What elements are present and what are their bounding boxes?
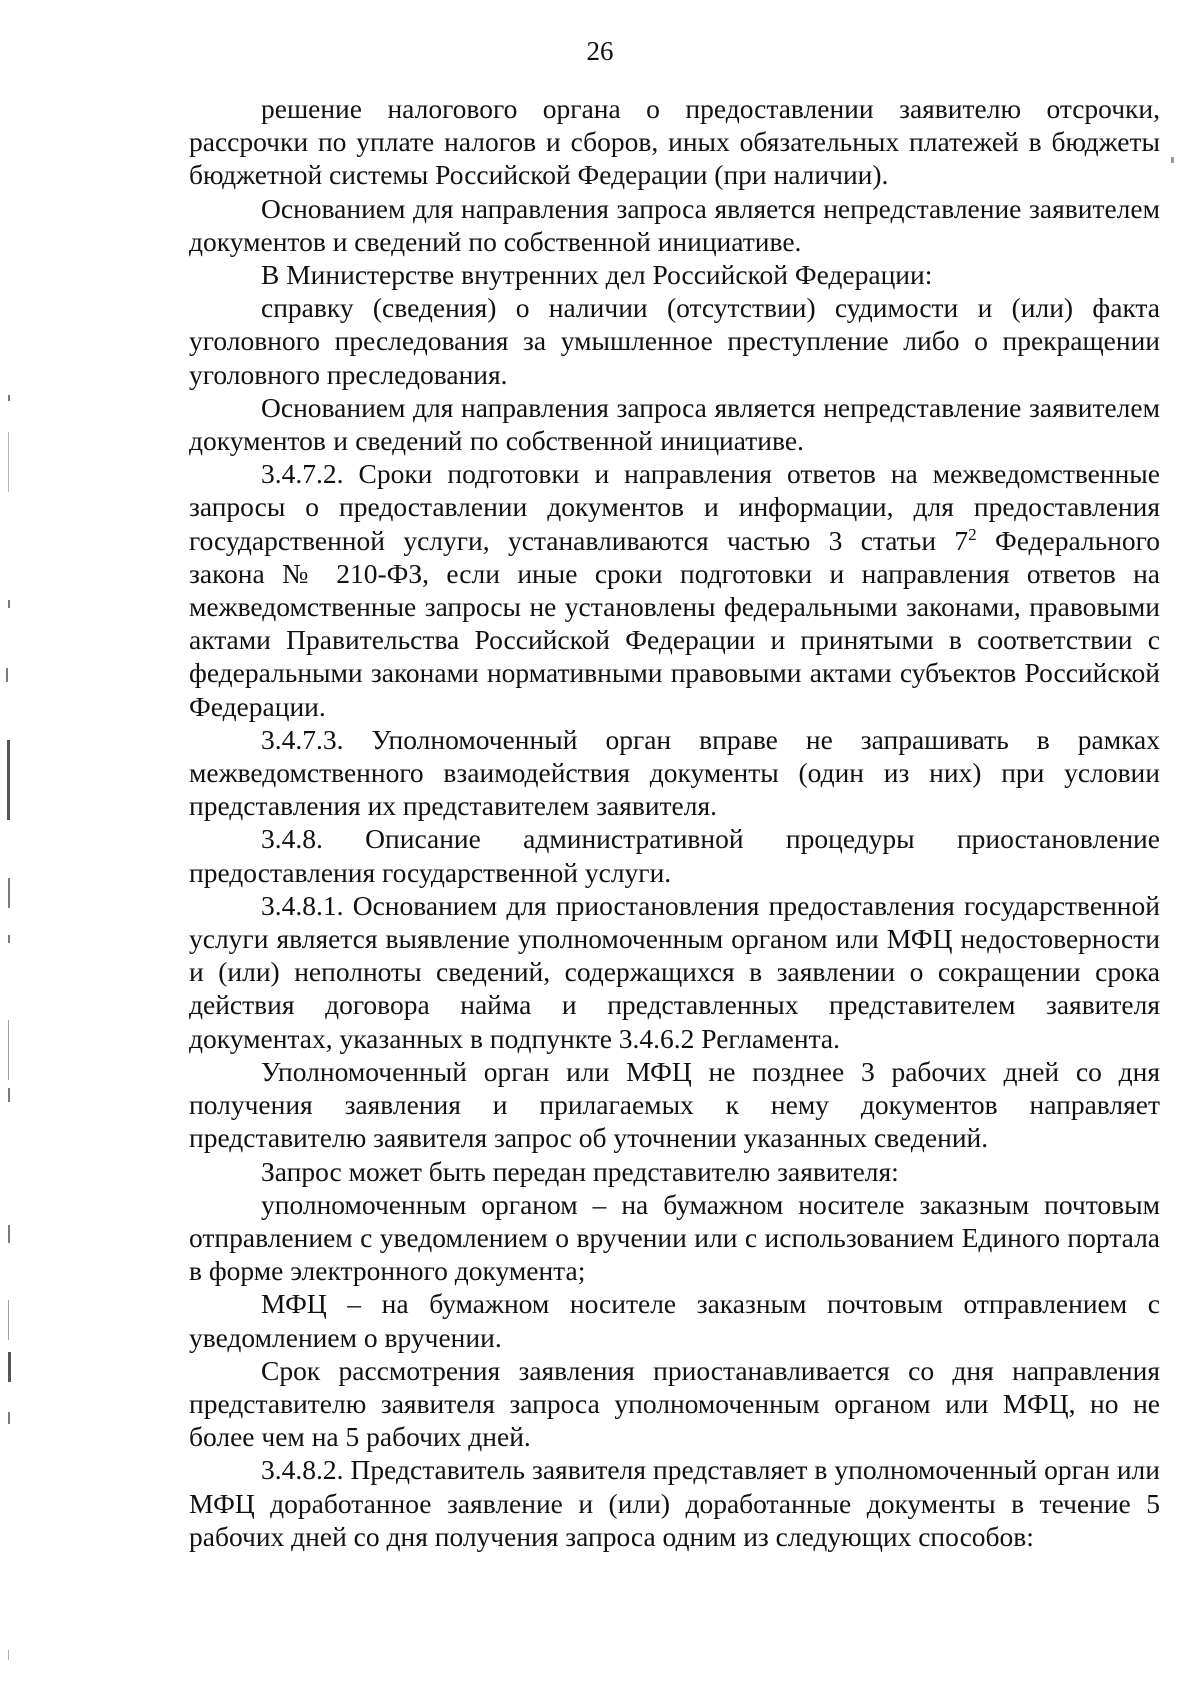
- paragraph: Основанием для направления запроса является непредставление заявителем документов и сведений по собственной инициативе.: [189, 391, 1160, 457]
- paragraph-with-superscript: [189, 457, 1160, 723]
- paragraph: МФЦ – на бумажном носителе заказным почтовым отправлением с уведомлением о вручении.: [189, 1288, 1160, 1353]
- paragraph: 3.4.7.3. Уполномоченный орган вправе не запрашивать в рамках межведомственного взаимодействия документы (один из них) при условии представления их представителем заявителя.: [189, 723, 1160, 822]
- scan-speck: [1171, 157, 1174, 163]
- scan-edge-artifacts: [0, 0, 40, 1697]
- superscript: 2: [968, 524, 977, 544]
- paragraph: Уполномоченный орган или МФЦ не позднее 3 рабочих дней со дня получения заявления и прилагаемых к нему документов направляет представителю заявителя запрос об уточнении указанных сведений.: [189, 1055, 1160, 1154]
- paragraph: 3.4.8.2. Представитель заявителя представляет в уполномоченный орган или МФЦ доработанное заявление и (или) доработанные документы в течение 5 рабочих дней со дня получения запроса одним из следующих способов:: [189, 1454, 1160, 1552]
- paragraph: 3.4.8.1. Основанием для приостановления предоставления государственной услуги является выявление уполномоченным органом или МФЦ недостоверности и (или) неполноты сведений, содержащихся в заявлении о сокращении срока действия договора найма и представленных представителем заявителя документах, указанных в подпункте 3.4.6.2 Регламента.: [189, 889, 1160, 1054]
- paragraph: Срок рассмотрения заявления приостанавливается со дня направления представителю заявителя запроса уполномоченным органом или МФЦ, но не более чем на 5 рабочих дней.: [189, 1354, 1160, 1453]
- page-number: 26: [586, 36, 614, 66]
- paragraph: 3.4.8. Описание административной процедуры приостановление предоставления государственной услуги.: [189, 823, 1160, 888]
- paragraph: решение налогового органа о предоставлении заявителю отсрочки, рассрочки по уплате налогов и сборов, иных обязательных платежей в бюджеты бюджетной системы Российской Федерации (при наличии).: [189, 93, 1160, 191]
- paragraph: уполномоченным органом – на бумажном носителе заказным почтовым отправлением с уведомлением о вручении или с использованием Единого портала в форме электронного документа;: [189, 1188, 1160, 1287]
- paragraph: справку (сведения) о наличии (отсутствии) судимости и (или) факта уголовного преследования за умышленное преступление либо о прекращении уголовного преследования.: [189, 292, 1160, 390]
- paragraph-text: Федерального закона № 210-ФЗ, если иные сроки подготовки и направления ответов на межведомственные запросы не установлены федеральными законами, правовыми актами Правительства Российской Федерации и принятыми в соответствии с федеральными законами нормативными правовыми актами субъектов Российской Федерации.: [189, 524, 1161, 722]
- body-text: [189, 92, 1160, 1553]
- paragraph: Запрос может быть передан представителю заявителя:: [261, 1155, 899, 1187]
- paragraph: В Министерстве внутренних дел Российской Федерации:: [261, 259, 933, 291]
- paragraph-text: 3.4.7.2. Сроки подготовки и направления ответов на межведомственные запросы о предоставлении документов и информации, для предоставления государственной услуги, устанавливаются частью 3 статьи 7: [189, 458, 1160, 556]
- paragraph: Основанием для направления запроса является непредставление заявителем документов и сведений по собственной инициативе.: [189, 192, 1160, 257]
